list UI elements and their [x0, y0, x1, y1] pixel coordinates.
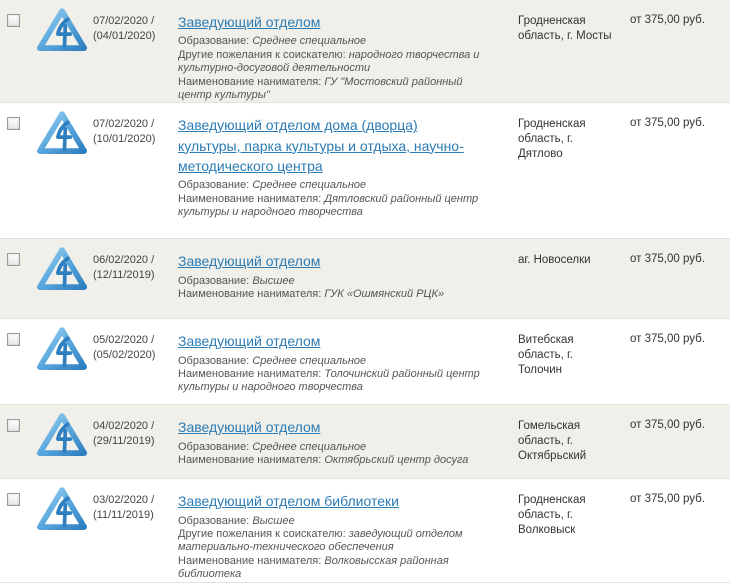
detail-value: Высшее — [252, 514, 295, 527]
detail-label: Наименование нанимателя: — [178, 454, 322, 467]
employment-service-logo-icon — [37, 326, 87, 372]
vacancy-salary: от 375,00 руб. — [630, 419, 705, 432]
checkbox-cell — [0, 251, 30, 271]
vacancy-dates — [93, 12, 178, 44]
vacancy-title-link[interactable]: Заведующий отделом — [178, 14, 321, 30]
vacancy-salary: от 375,00 руб. — [630, 493, 705, 506]
vacancy-detail — [178, 528, 484, 555]
select-vacancy-checkbox[interactable] — [7, 14, 20, 27]
vacancy-title-link[interactable]: Заведующий отделом — [178, 333, 321, 350]
vacancy-details — [178, 441, 484, 468]
detail-label: Наименование нанимателя: — [178, 75, 322, 88]
vacancy-details — [178, 355, 484, 395]
detail-value: Высшее — [252, 274, 295, 287]
employment-service-logo-icon — [37, 7, 87, 53]
vacancy-detail — [178, 49, 484, 76]
detail-value: Среднее специальное — [252, 179, 367, 192]
publish-date: 07/02/2020 / — [93, 15, 155, 27]
select-vacancy-checkbox[interactable] — [7, 419, 20, 432]
vacancy-dates — [93, 331, 178, 363]
vacancy-dates — [93, 491, 178, 523]
registration-date: (10/01/2020) — [93, 133, 156, 146]
detail-label: Образование: — [178, 274, 250, 287]
vacancy-location: Гродненская область, г. Мосты — [518, 15, 612, 42]
checkbox-cell — [0, 491, 30, 511]
vacancy-row — [0, 103, 730, 239]
vacancy-detail — [178, 288, 484, 301]
detail-value: Волковысская районная библиотека — [178, 554, 449, 581]
detail-label: Наименование нанимателя: — [178, 288, 322, 301]
vacancy-main-cell — [178, 12, 518, 102]
publish-date: 03/02/2020 / — [93, 494, 155, 507]
vacancy-salary: от 375,00 руб. — [630, 253, 705, 266]
vacancy-detail — [178, 368, 484, 395]
vacancy-dates — [93, 251, 178, 283]
registration-date: (04/01/2020) — [93, 29, 156, 42]
select-vacancy-checkbox[interactable] — [7, 253, 20, 266]
detail-label: Образование: — [178, 440, 250, 453]
vacancy-main-cell — [178, 491, 518, 581]
vacancy-detail — [178, 555, 484, 582]
select-vacancy-checkbox[interactable] — [7, 493, 20, 506]
detail-value: Среднее специальное — [252, 354, 367, 367]
publish-date: 05/02/2020 / — [93, 334, 155, 347]
vacancy-details — [178, 275, 484, 302]
vacancy-row — [0, 0, 730, 103]
detail-label: Наименование нанимателя: — [178, 554, 322, 567]
detail-value: Толочинский районный центр культуры и народного творчества — [178, 368, 480, 394]
publish-date: 07/02/2020 / — [93, 118, 155, 131]
detail-label: Другие пожелания к соискателю: — [178, 48, 346, 61]
checkbox-cell — [0, 12, 30, 32]
vacancy-salary: от 375,00 руб. — [630, 333, 705, 346]
detail-label: Образование: — [178, 354, 250, 367]
checkbox-cell — [0, 115, 30, 135]
publish-date: 06/02/2020 / — [93, 254, 155, 267]
vacancy-detail — [178, 355, 484, 368]
employment-service-logo-icon — [37, 110, 87, 156]
detail-value: ГУ "Мостовский районный центр культуры" — [178, 75, 463, 101]
vacancy-detail — [178, 193, 484, 220]
logo-cell — [30, 326, 93, 372]
detail-label: Наименование нанимателя: — [178, 368, 322, 381]
detail-label: Наименование нанимателя: — [178, 192, 322, 205]
employment-service-logo-icon — [37, 412, 87, 458]
vacancy-details — [178, 179, 484, 219]
select-vacancy-checkbox[interactable] — [7, 117, 20, 130]
logo-cell — [30, 486, 93, 532]
vacancy-salary: от 375,00 руб. — [630, 14, 705, 26]
vacancy-row — [0, 479, 730, 582]
detail-label: Образование: — [178, 179, 250, 192]
vacancy-title-link[interactable]: Заведующий отделом — [178, 419, 321, 436]
vacancy-main-cell — [178, 115, 518, 219]
employment-service-logo-icon — [37, 486, 87, 532]
vacancy-location: Гродненская область, г. Дятлово — [518, 118, 586, 161]
vacancy-location: Витебская область, г. Толочин — [518, 334, 574, 377]
vacancy-main-cell — [178, 331, 518, 395]
registration-date: (11/11/2019) — [93, 509, 154, 522]
publish-date: 04/02/2020 / — [93, 420, 155, 433]
vacancy-location: Гомельская область, г. Октябрьский — [518, 420, 587, 463]
logo-cell — [30, 412, 93, 458]
vacancy-location: Гродненская область, г. Волковыск — [518, 494, 586, 537]
checkbox-cell — [0, 417, 30, 437]
vacancy-details — [178, 515, 484, 582]
registration-date: (12/11/2019) — [93, 269, 155, 282]
select-vacancy-checkbox[interactable] — [7, 333, 20, 346]
employment-service-logo-icon — [37, 246, 87, 292]
vacancy-title-link[interactable]: Заведующий отделом библиотеки — [178, 493, 399, 510]
vacancy-salary: от 375,00 руб. — [630, 117, 705, 130]
logo-cell — [30, 246, 93, 292]
detail-value: ГУК «Ошмянский РЦК» — [324, 288, 445, 301]
vacancy-row — [0, 319, 730, 405]
vacancy-detail — [178, 35, 484, 48]
detail-value: Среднее специальное — [252, 440, 367, 453]
vacancy-main-cell — [178, 417, 518, 467]
vacancy-details — [178, 35, 484, 102]
detail-value: Среднее специальное — [252, 35, 367, 48]
vacancy-dates — [93, 417, 178, 449]
registration-date: (29/11/2019) — [93, 435, 155, 448]
vacancy-detail — [178, 515, 484, 528]
checkbox-cell — [0, 331, 30, 351]
vacancy-title-link[interactable]: Заведующий отделом — [178, 253, 321, 270]
vacancy-location: аг. Новоселки — [518, 254, 591, 267]
detail-label: Образование: — [178, 514, 250, 527]
detail-value: Октябрьский центр досуга — [324, 454, 469, 467]
detail-value: народного творчества и культурно-досуговой деятельности — [178, 48, 480, 75]
logo-cell — [30, 7, 93, 53]
detail-value: заведующий отделом материально-технического обеспечения — [178, 528, 463, 554]
vacancy-detail — [178, 454, 484, 467]
vacancy-row — [0, 405, 730, 479]
vacancy-detail — [178, 441, 484, 454]
registration-date: (05/02/2020) — [93, 349, 156, 362]
vacancy-detail — [178, 275, 484, 288]
vacancy-title-link[interactable]: Заведующий отделом дома (дворца) культуры, парка культуры и отдыха, научно-методического центра — [178, 117, 464, 174]
detail-value: Дятловский районный центр культуры и народного творчества — [178, 192, 479, 219]
vacancy-detail — [178, 179, 484, 192]
logo-cell — [30, 110, 93, 156]
vacancy-row — [0, 239, 730, 319]
vacancy-main-cell — [178, 251, 518, 301]
detail-label: Другие пожелания к соискателю: — [178, 528, 346, 541]
vacancy-detail — [178, 76, 484, 103]
detail-label: Образование: — [178, 35, 250, 48]
vacancy-dates — [93, 115, 178, 147]
